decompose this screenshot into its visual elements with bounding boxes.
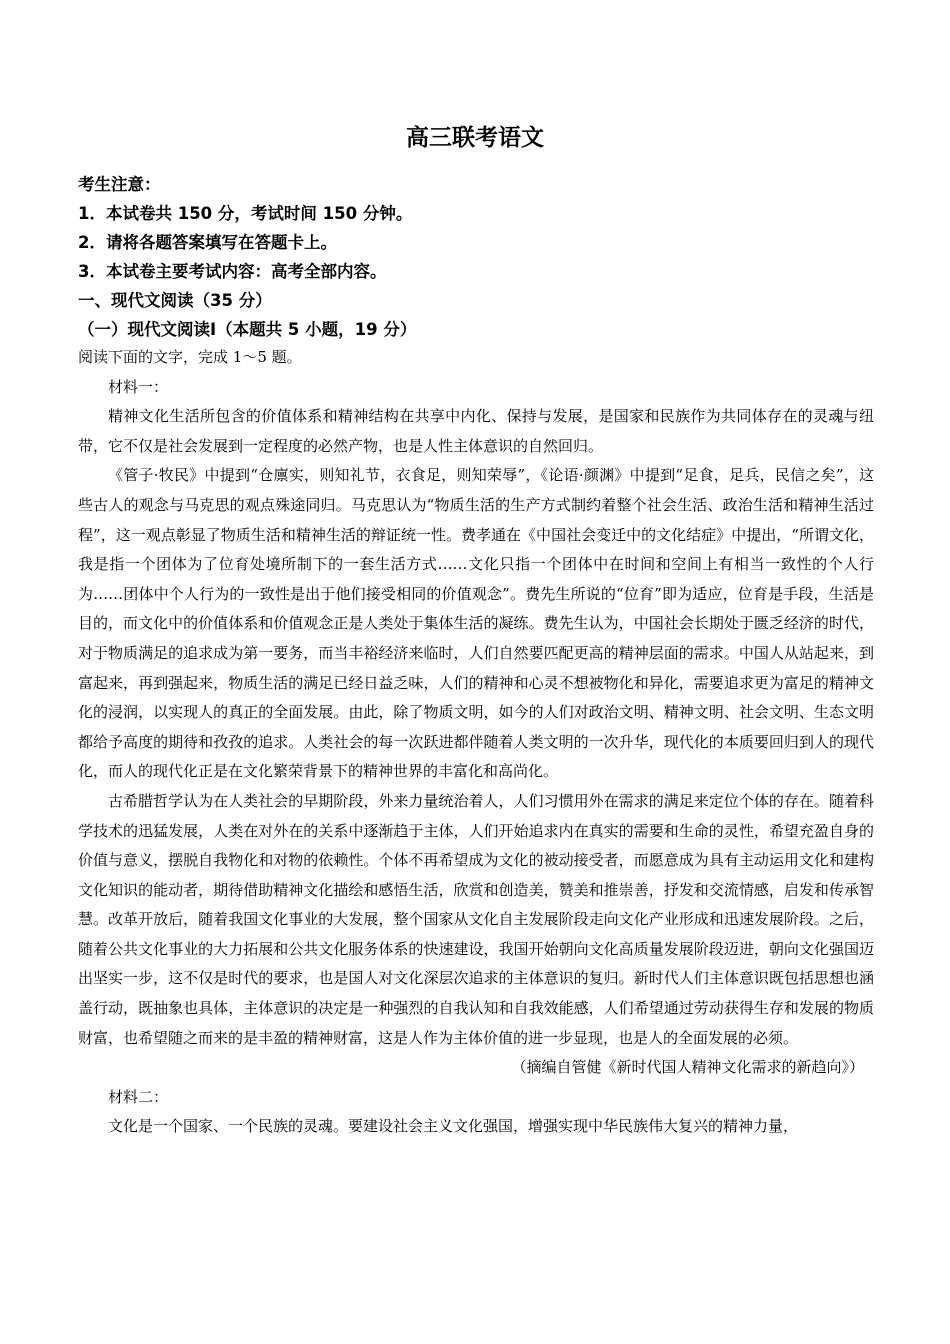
exam-notice	[78, 170, 878, 344]
material-1-paragraph: 《管子·牧民》中提到“仓廪实，则知礼节，衣食足，则知荣辱”，《论语·颜渊》中提到“足食，足兵，民信之矣”，这些古人的观念与马克思的观点殊途同归。马克思认为“物质生活的生产方式制约着整个社会生活、政治生活和精神生活过程”，这一观点彰显了物质生活和精神生活的辩证统一性。费孝通在《中国社会变迁中的文化结症》中提出，“所谓文化，我是指一个团体为了位育处境所制下的一套生活方式……文化只指一个团体中在时间和空间上有相当一致性的个人行为……团体中个人行为的一致性是出于他们接受相同的价值观念”。费先生所说的“位育”即为适应，位育是手段，生活是目的，而文化中的价值体系和价值观念正是人类处于集体生活的凝练。费先生认为，中国社会长期处于匮乏经济的时代，对于物质满足的追求成为第一要务，而当丰裕经济来临时，人们自然要匹配更高的精神层面的需求。中国人从站起来，到富起来，再到强起来，物质生活的满足已经日益乏味，人们的精神和心灵不想被物化和异化，需要追求更为富足的精神文化的浸润，以实现人的真正的全面发展。由此，除了物质文明，如今的人们对政治文明、精神文明、社会文明、生态文明都给予高度的期待和孜孜的追求。人类社会的每一次跃进都伴随着人类文明的一次升华，现代化的本质要回归到人的现代化，而人的现代化正是在文化繁荣背景下的精神世界的丰富化和高尚化。	[78, 466, 874, 781]
section-heading: 一、现代文阅读（35 分）	[78, 291, 272, 310]
notice-item: 1．本试卷共 150 分，考试时间 150 分钟。	[78, 204, 413, 223]
material-1-source: （摘编自管健《新时代国人精神文化需求的新趋向》）	[511, 1058, 864, 1077]
exam-title: 高三联考语文	[406, 124, 544, 151]
material-1-label: 材料一：	[108, 377, 169, 396]
material-1-paragraph: 古希腊哲学认为在人类社会的早期阶段，外来力量统治着人，人们习惯用外在需求的满足来定位个体的存在。随着科学技术的迅猛发展，人类在对外在的关系中逐渐趋于主体，人们开始追求内在真实的需要和生命的灵性，希望充盈自身的价值与意义，摆脱自我物化和对物的依赖性。个体不再希望成为文化的被动接受者，而愿意成为具有主动运用文化和建构文化知识的能动者，期待借助精神文化描绘和感悟生活，欣赏和创造美，赞美和推崇善，抒发和交流情感，启发和传承智慧。改革开放后，随着我国文化事业的大发展，整个国家从文化自主发展阶段走向文化产业形成和迅速发展阶段。之后，随着公共文化事业的大力拓展和公共文化服务体系的快速建设，我国开始朝向文化高质量发展阶段迈进，朝向文化强国迈出坚实一步，这不仅是时代的要求，也是国人对文化深层次追求的主体意识的复归。新时代人们主体意识既包括思想也涵盖行动，既抽象也具体，主体意识的决定是一种强烈的自我认知和自我效能感，人们希望通过劳动获得生存和发展的物质财富，也希望随之而来的是丰盈的精神财富，这是人作为主体价值的进一步显现，也是人的全面发展的必须。	[78, 791, 874, 1047]
notice-heading: 考生注意：	[78, 175, 161, 194]
subsection-heading: （一）现代文阅读Ⅰ（本题共 5 小题，19 分）	[78, 320, 417, 339]
reading-passage	[78, 343, 874, 1142]
material-2-label: 材料二：	[108, 1087, 169, 1106]
material-1-paragraph: 精神文化生活所包含的价值体系和精神结构在共享中内化、保持与发展，是国家和民族作为共同体存在的灵魂与纽带，它不仅是社会发展到一定程度的必然产物，也是人性主体意识的自然回归。	[78, 407, 874, 455]
passage-instruction: 阅读下面的文字，完成 1～5 题。	[78, 348, 302, 366]
notice-item: 2．请将各题答案填写在答题卡上。	[78, 233, 337, 252]
material-2-paragraph: 文化是一个国家、一个民族的灵魂。要建设社会主义文化强国，增强实现中华民族伟大复兴的精神力量，	[108, 1117, 799, 1136]
notice-item: 3．本试卷主要考试内容：高考全部内容。	[78, 262, 387, 281]
